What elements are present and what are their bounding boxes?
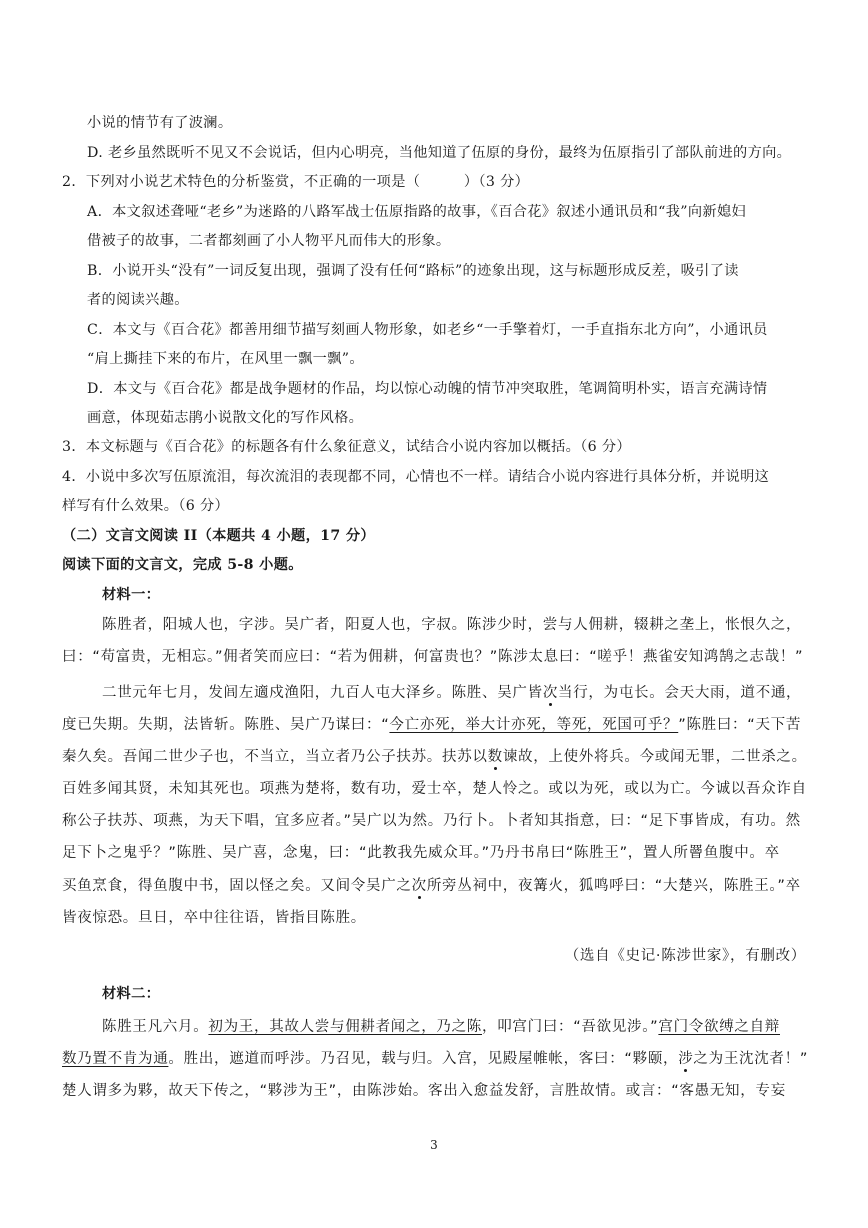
material2-line2: 数乃置不肯为通。胜出，遮道而呼涉。乃召见，载与归。入宫，见殿屋帷帐，客曰：“夥颐，涉之为王沈沈者！”: [62, 1051, 809, 1067]
underlined-sentence: 数乃置不肯为通: [62, 1051, 169, 1067]
q2-option-c-line2: “肩上撕挂下来的布片，在风里一飘一飘”。: [87, 351, 364, 367]
q2-option-a-line1: A．本文叙述聋哑“老乡”为迷路的八路军战士伍原指路的故事，《百合花》叙述小通讯员和“我”向新媳妇: [87, 204, 747, 220]
material1-p2-line4: 百姓多闻其贤，未知其死也。项燕为楚将，数有功，爱士卒，楚人怜之。或以为死，或以为亡。今诚以吾众诈自: [62, 781, 807, 797]
q2-stem: 2．下列对小说艺术特色的分析鉴赏，不正确的一项是（ ）（3 分）: [62, 174, 530, 190]
q2-option-d-line1: D．本文与《百合花》都是战争题材的作品，均以惊心动魄的情节冲突取胜，笔调简明朴实，语言充满诗情: [87, 381, 768, 397]
material1-source: （选自《史记·陈涉世家》，有删改）: [564, 948, 806, 964]
q2-option-c-line1: C．本文与《百合花》都善用细节描写刻画人物形象，如老乡“一手擎着灯，一手直指东北方向”，小通讯员: [87, 322, 768, 338]
emphasis-dot-char: 次: [411, 878, 427, 894]
material1-p1-line2: 曰：“苟富贵，无相忘。”佣者笑而应曰：“若为佣耕，何富贵也？”陈涉太息曰：“嗟乎！燕雀安知鸿鹄之志哉！”: [62, 649, 804, 665]
material1-p2-line8: 皆夜惊恐。旦日，卒中往往语，皆指目陈胜。: [62, 910, 366, 926]
section-title: （二）文言文阅读 II（本题共 4 小题，17 分）: [62, 528, 375, 544]
q2-option-b-line1: B．小说开头“没有”一词反复出现，强调了没有任何“路标”的迹象出现，这与标题形成反差，吸引了读: [87, 263, 739, 279]
q4-stem-line2: 样写有什么效果。（6 分）: [62, 498, 230, 514]
page-number: 3: [430, 1138, 438, 1152]
material1-p2-line5: 称公子扶苏、项燕，为天下唱，宜多应者。”吴广以为然。乃行卜。卜者知其指意，曰：“足下事皆成，有功。然: [62, 813, 801, 829]
emphasis-dot-char: 次: [542, 685, 559, 701]
material1-p2-line1: 二世元年七月，发闾左適戍渔阳，九百人屯大泽乡。陈胜、吴广皆次当行，为屯长。会天大雨，道不通，: [102, 685, 802, 701]
material2-label: 材料二：: [102, 986, 161, 1002]
q2-option-a-line2: 借被子的故事，二者都刻画了小人物平凡而伟大的形象。: [87, 233, 451, 249]
q3-stem: 3．本文标题与《百合花》的标题各有什么象征意义，试结合小说内容加以概括。（6 分）: [62, 439, 631, 455]
emphasis-dot-char: 涉: [678, 1051, 694, 1067]
underlined-sentence: 今亡亦死，举大计亦死，等死，死国可乎？: [389, 717, 679, 733]
emphasis-dot-char: 数: [487, 749, 503, 765]
material1-p2-line2: 度已失期。失期，法皆斩。陈胜、吴广乃谋曰：“今亡亦死，举大计亦死，等死，死国可乎？”陈胜曰：“天下苦: [62, 717, 802, 733]
material1-p2-line3: 秦久矣。吾闻二世少子也，不当立，当立者乃公子扶苏。扶苏以数谏故，上使外将兵。今或闻无罪，二世杀之。: [62, 749, 807, 765]
section-instruction: 阅读下面的文言文，完成 5-8 小题。: [62, 557, 303, 573]
material1-p1-line1: 陈胜者，阳城人也，字涉。吴广者，阳夏人也，字叔。陈涉少时，尝与人佣耕，辍耕之垄上，怅恨久之，: [102, 617, 802, 633]
material2-line3: 楚人谓多为夥，故天下传之，“夥涉为王”，由陈涉始。客出入愈益发舒，言胜故情。或言：“客愚无知，专妄: [62, 1083, 786, 1099]
material1-p2-line7: 买鱼烹食，得鱼腹中书，固以怪之矣。又间令吴广之次所旁丛祠中，夜篝火，狐鸣呼曰：“大楚兴，陈胜王。”卒: [62, 878, 801, 894]
underlined-sentence: 宫门令欲缚之自辩: [658, 1019, 780, 1035]
q1-option-d: D. 老乡虽然既听不见又不会说话，但内心明亮，当他知道了伍原的身份，最终为伍原指引了部队前进的方向。: [87, 145, 792, 161]
material1-p2-line6: 足下卜之鬼乎？”陈胜、吴广喜，念鬼，曰：“此教我先威众耳。”乃丹书帛曰“陈胜王”，置人所罾鱼腹中。卒: [62, 845, 780, 861]
material2-line1: 陈胜王凡六月。初为王，其故人尝与佣耕者闻之，乃之陈，叩宫门曰：“吾欲见涉。”宫门令欲缚之自辩: [102, 1019, 780, 1035]
underlined-sentence: 初为王，其故人尝与佣耕者闻之，乃之陈: [208, 1019, 483, 1035]
material1-label: 材料一：: [102, 587, 161, 603]
q2-option-b-line2: 者的阅读兴趣。: [87, 292, 189, 308]
q1-option-c-continuation: 小说的情节有了波澜。: [87, 115, 233, 131]
q2-option-d-line2: 画意，体现茹志鹃小说散文化的写作风格。: [87, 410, 364, 426]
q4-stem-line1: 4．小说中多次写伍原流泪，每次流泪的表现都不同，心情也不一样。请结合小说内容进行具体分析，并说明这: [62, 469, 770, 485]
